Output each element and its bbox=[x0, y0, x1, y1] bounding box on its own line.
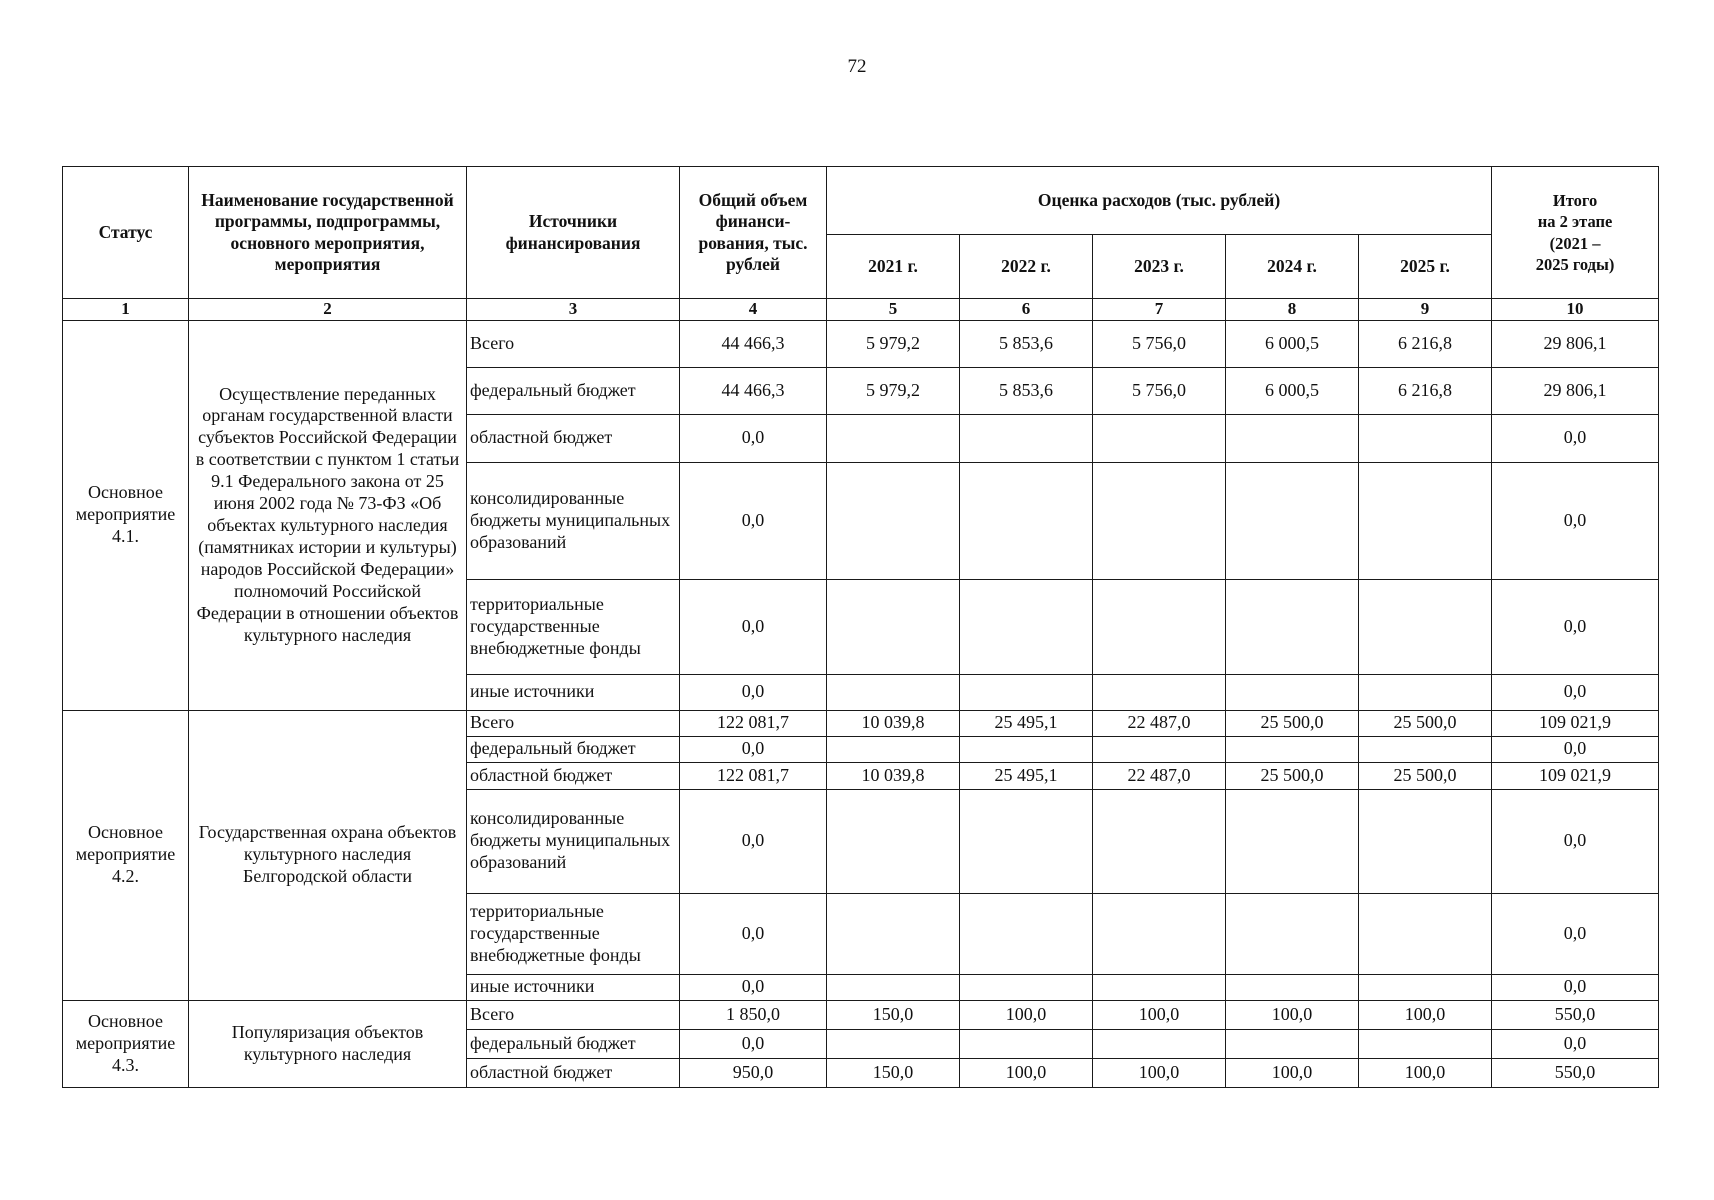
header-estimate: Оценка расходов (тыс. рублей) bbox=[827, 167, 1492, 235]
year-cell-2024 bbox=[1226, 974, 1359, 1000]
year-cell-2022: 5 853,6 bbox=[960, 320, 1093, 367]
year-cell-2024: 100,0 bbox=[1226, 1058, 1359, 1087]
source-cell: консолидированные бюджеты муниципальных образований bbox=[467, 789, 680, 893]
itogo-cell: 0,0 bbox=[1492, 893, 1659, 974]
year-cell-2023: 5 756,0 bbox=[1093, 367, 1226, 414]
year-cell-2022 bbox=[960, 974, 1093, 1000]
year-cell-2021: 10 039,8 bbox=[827, 762, 960, 789]
year-cell-2021 bbox=[827, 974, 960, 1000]
header-itogo-line1: Итого bbox=[1552, 190, 1598, 210]
itogo-cell: 109 021,9 bbox=[1492, 762, 1659, 789]
table-row bbox=[63, 320, 1659, 367]
year-cell-2024 bbox=[1226, 736, 1359, 762]
year-cell-2023: 22 487,0 bbox=[1093, 762, 1226, 789]
year-cell-2021: 5 979,2 bbox=[827, 367, 960, 414]
header-total: Общий объем финанси-рования, тыс. рублей bbox=[680, 167, 827, 299]
header-name: Наименование государственной программы, подпрограммы, основного мероприятия, мероприятия bbox=[189, 167, 467, 299]
itogo-cell: 0,0 bbox=[1492, 674, 1659, 710]
year-cell-2023: 100,0 bbox=[1093, 1058, 1226, 1087]
year-cell-2021 bbox=[827, 736, 960, 762]
measure-name-cell: Осуществление переданных органам государственной власти субъектов Российской Федерации в соответствии с пунктом 1 статьи 9.1 Федерального закона от 25 июня 2002 года № 73-ФЗ «Об объектах культурного наследия (памятниках истории и культуры) народов Российской Федерации» полномочий Российской Федерации в отношении объектов культурного наследия bbox=[189, 320, 467, 710]
year-cell-2025 bbox=[1359, 674, 1492, 710]
column-number: 2 bbox=[189, 299, 467, 321]
year-cell-2024 bbox=[1226, 893, 1359, 974]
table-row bbox=[63, 1000, 1659, 1029]
source-cell: иные источники bbox=[467, 674, 680, 710]
source-cell: федеральный бюджет bbox=[467, 736, 680, 762]
year-cell-2022: 100,0 bbox=[960, 1000, 1093, 1029]
column-number: 10 bbox=[1492, 299, 1659, 321]
source-cell: областной бюджет bbox=[467, 1058, 680, 1087]
year-cell-2024: 6 000,5 bbox=[1226, 367, 1359, 414]
total-cell: 44 466,3 bbox=[680, 320, 827, 367]
source-cell: областной бюджет bbox=[467, 762, 680, 789]
status-cell: Основное мероприятие 4.3. bbox=[63, 1000, 189, 1087]
year-cell-2024 bbox=[1226, 674, 1359, 710]
source-cell: иные источники bbox=[467, 974, 680, 1000]
total-cell: 122 081,7 bbox=[680, 710, 827, 736]
itogo-cell: 0,0 bbox=[1492, 414, 1659, 462]
year-cell-2024: 25 500,0 bbox=[1226, 762, 1359, 789]
year-cell-2022 bbox=[960, 579, 1093, 674]
source-cell: Всего bbox=[467, 710, 680, 736]
itogo-cell: 0,0 bbox=[1492, 579, 1659, 674]
total-cell: 0,0 bbox=[680, 579, 827, 674]
itogo-cell: 0,0 bbox=[1492, 1029, 1659, 1058]
year-cell-2025 bbox=[1359, 893, 1492, 974]
source-cell: федеральный бюджет bbox=[467, 367, 680, 414]
header-status: Статус bbox=[63, 167, 189, 299]
total-cell: 0,0 bbox=[680, 893, 827, 974]
year-cell-2023 bbox=[1093, 974, 1226, 1000]
year-cell-2021 bbox=[827, 462, 960, 579]
year-cell-2021 bbox=[827, 579, 960, 674]
year-cell-2024 bbox=[1226, 462, 1359, 579]
year-cell-2025 bbox=[1359, 736, 1492, 762]
year-cell-2021: 10 039,8 bbox=[827, 710, 960, 736]
column-number: 1 bbox=[63, 299, 189, 321]
year-cell-2022 bbox=[960, 414, 1093, 462]
source-cell: областной бюджет bbox=[467, 414, 680, 462]
year-cell-2024 bbox=[1226, 1029, 1359, 1058]
column-number: 3 bbox=[467, 299, 680, 321]
year-cell-2021 bbox=[827, 1029, 960, 1058]
total-cell: 122 081,7 bbox=[680, 762, 827, 789]
itogo-cell: 0,0 bbox=[1492, 462, 1659, 579]
total-cell: 0,0 bbox=[680, 674, 827, 710]
year-cell-2021: 5 979,2 bbox=[827, 320, 960, 367]
itogo-cell: 0,0 bbox=[1492, 974, 1659, 1000]
year-cell-2021 bbox=[827, 893, 960, 974]
year-cell-2022: 25 495,1 bbox=[960, 710, 1093, 736]
total-cell: 0,0 bbox=[680, 1029, 827, 1058]
year-cell-2024 bbox=[1226, 414, 1359, 462]
year-cell-2021 bbox=[827, 789, 960, 893]
year-cell-2023 bbox=[1093, 893, 1226, 974]
column-number: 5 bbox=[827, 299, 960, 321]
header-sources: Источники финансирования bbox=[467, 167, 680, 299]
year-cell-2021: 150,0 bbox=[827, 1000, 960, 1029]
measure-name-cell: Государственная охрана объектов культурного наследия Белгородской области bbox=[189, 710, 467, 1000]
header-itogo-line3: (2021 – bbox=[1549, 233, 1601, 253]
itogo-cell: 550,0 bbox=[1492, 1058, 1659, 1087]
year-cell-2025 bbox=[1359, 974, 1492, 1000]
year-cell-2025: 25 500,0 bbox=[1359, 710, 1492, 736]
header-year-2024: 2024 г. bbox=[1226, 235, 1359, 299]
year-cell-2023 bbox=[1093, 462, 1226, 579]
year-cell-2024: 6 000,5 bbox=[1226, 320, 1359, 367]
year-cell-2023: 22 487,0 bbox=[1093, 710, 1226, 736]
header-year-2023: 2023 г. bbox=[1093, 235, 1226, 299]
itogo-cell: 109 021,9 bbox=[1492, 710, 1659, 736]
year-cell-2023: 5 756,0 bbox=[1093, 320, 1226, 367]
year-cell-2024: 100,0 bbox=[1226, 1000, 1359, 1029]
itogo-cell: 0,0 bbox=[1492, 736, 1659, 762]
column-numbers-row bbox=[63, 299, 1659, 321]
source-cell: Всего bbox=[467, 320, 680, 367]
year-cell-2022: 100,0 bbox=[960, 1058, 1093, 1087]
header-itogo-line4: 2025 годы) bbox=[1535, 254, 1615, 274]
column-number: 4 bbox=[680, 299, 827, 321]
year-cell-2022 bbox=[960, 736, 1093, 762]
year-cell-2025: 6 216,8 bbox=[1359, 320, 1492, 367]
year-cell-2021 bbox=[827, 674, 960, 710]
year-cell-2025: 100,0 bbox=[1359, 1058, 1492, 1087]
itogo-cell: 550,0 bbox=[1492, 1000, 1659, 1029]
year-cell-2025 bbox=[1359, 414, 1492, 462]
measure-name-cell: Популяризация объектов культурного наследия bbox=[189, 1000, 467, 1087]
column-number: 9 bbox=[1359, 299, 1492, 321]
year-cell-2023 bbox=[1093, 789, 1226, 893]
year-cell-2021 bbox=[827, 414, 960, 462]
year-cell-2025: 6 216,8 bbox=[1359, 367, 1492, 414]
source-cell: территориальные государственные внебюджетные фонды bbox=[467, 893, 680, 974]
total-cell: 0,0 bbox=[680, 414, 827, 462]
itogo-cell: 29 806,1 bbox=[1492, 320, 1659, 367]
year-cell-2022 bbox=[960, 462, 1093, 579]
year-cell-2022: 5 853,6 bbox=[960, 367, 1093, 414]
year-cell-2021: 150,0 bbox=[827, 1058, 960, 1087]
header-year-2025: 2025 г. bbox=[1359, 235, 1492, 299]
total-cell: 44 466,3 bbox=[680, 367, 827, 414]
year-cell-2023 bbox=[1093, 674, 1226, 710]
year-cell-2025: 100,0 bbox=[1359, 1000, 1492, 1029]
year-cell-2024 bbox=[1226, 789, 1359, 893]
year-cell-2023 bbox=[1093, 1029, 1226, 1058]
year-cell-2025: 25 500,0 bbox=[1359, 762, 1492, 789]
year-cell-2022: 25 495,1 bbox=[960, 762, 1093, 789]
year-cell-2022 bbox=[960, 789, 1093, 893]
budget-table bbox=[62, 166, 1659, 1088]
header-itogo-line2: на 2 этапе bbox=[1537, 212, 1613, 232]
total-cell: 0,0 bbox=[680, 789, 827, 893]
header-itogo bbox=[1492, 167, 1659, 299]
year-cell-2023 bbox=[1093, 579, 1226, 674]
total-cell: 0,0 bbox=[680, 736, 827, 762]
table-row bbox=[63, 710, 1659, 736]
status-cell: Основное мероприятие 4.2. bbox=[63, 710, 189, 1000]
source-cell: Всего bbox=[467, 1000, 680, 1029]
total-cell: 0,0 bbox=[680, 462, 827, 579]
year-cell-2023 bbox=[1093, 736, 1226, 762]
source-cell: территориальные государственные внебюджетные фонды bbox=[467, 579, 680, 674]
year-cell-2022 bbox=[960, 1029, 1093, 1058]
year-cell-2025 bbox=[1359, 789, 1492, 893]
year-cell-2024 bbox=[1226, 579, 1359, 674]
column-number: 6 bbox=[960, 299, 1093, 321]
year-cell-2024: 25 500,0 bbox=[1226, 710, 1359, 736]
year-cell-2025 bbox=[1359, 1029, 1492, 1058]
itogo-cell: 29 806,1 bbox=[1492, 367, 1659, 414]
year-cell-2025 bbox=[1359, 579, 1492, 674]
column-number: 7 bbox=[1093, 299, 1226, 321]
year-cell-2023: 100,0 bbox=[1093, 1000, 1226, 1029]
total-cell: 950,0 bbox=[680, 1058, 827, 1087]
status-cell: Основное мероприятие 4.1. bbox=[63, 320, 189, 710]
column-number: 8 bbox=[1226, 299, 1359, 321]
page-number: 72 bbox=[847, 56, 867, 77]
header-year-2021: 2021 г. bbox=[827, 235, 960, 299]
total-cell: 0,0 bbox=[680, 974, 827, 1000]
total-cell: 1 850,0 bbox=[680, 1000, 827, 1029]
year-cell-2025 bbox=[1359, 462, 1492, 579]
year-cell-2023 bbox=[1093, 414, 1226, 462]
year-cell-2022 bbox=[960, 893, 1093, 974]
header-year-2022: 2022 г. bbox=[960, 235, 1093, 299]
source-cell: консолидированные бюджеты муниципальных образований bbox=[467, 462, 680, 579]
itogo-cell: 0,0 bbox=[1492, 789, 1659, 893]
year-cell-2022 bbox=[960, 674, 1093, 710]
source-cell: федеральный бюджет bbox=[467, 1029, 680, 1058]
